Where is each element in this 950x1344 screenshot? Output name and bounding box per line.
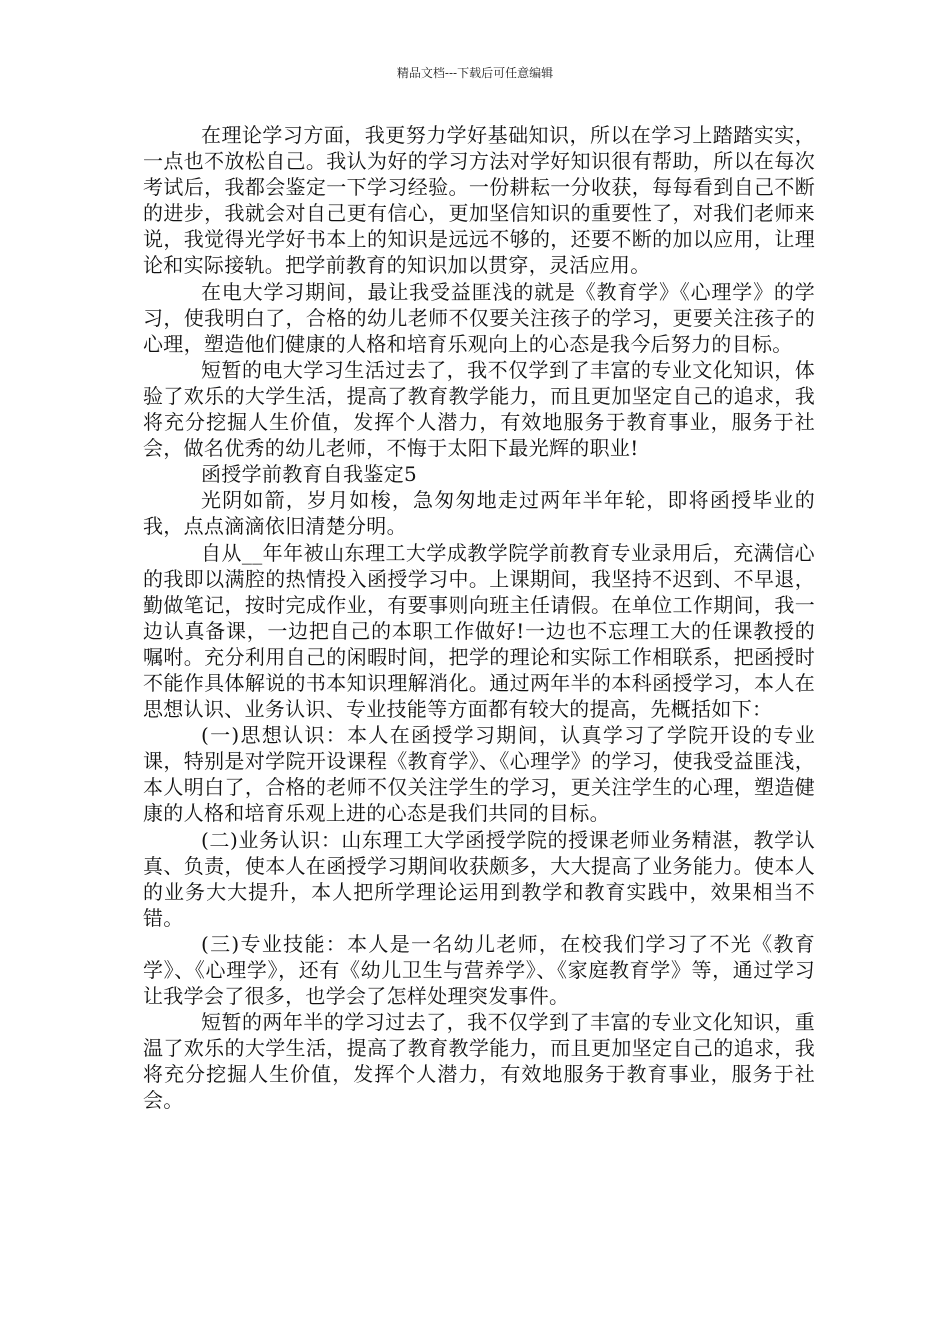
paragraph: (三)专业技能：本人是一名幼儿老师，在校我们学习了不光《教育学》、《心理学》，还有《幼儿卫生与营养学》、《家庭教育学》等，通过学习让我学会了很多，也学会了怎样处理突发事件。	[143, 931, 815, 1009]
paragraph: (一)思想认识：本人在函授学习期间，认真学习了学院开设的专业课，特别是对学院开设课程《教育学》、《心理学》的学习，使我受益匪浅，本人明白了，合格的老师不仅关注学生的学习，更关注学生的心理，塑造健康的人格和培育乐观上进的心态是我们共同的目标。	[143, 723, 815, 826]
paragraph: 在理论学习方面，我更努力学好基础知识，所以在学习上踏踏实实，一点也不放松自己。我认为好的学习方法对学好知识很有帮助，所以在每次考试后，我都会鉴定一下学习经验。一份耕耘一分收获，每每看到自己不断的进步，我就会对自己更有信心，更加坚信知识的重要性了，对我们老师来说，我觉得光学好书本上的知识是远远不够的，还要不断的加以应用，让理论和实际接轨。把学前教育的知识加以贯穿，灵活应用。	[143, 123, 815, 278]
paragraph: (二)业务认识：山东理工大学函授学院的授课老师业务精湛，教学认真、负责，使本人在函授学习期间收获颇多，大大提高了业务能力。使本人的业务大大提升，本人把所学理论运用到教学和教育实践中，效果相当不错。	[143, 827, 815, 930]
paragraph: 短暂的两年半的学习过去了，我不仅学到了丰富的专业文化知识，重温了欢乐的大学生活，提高了教育教学能力，而且更加坚定自己的追求，我将充分挖掘人生价值，发挥个人潜力，有效地服务于教育事业，服务于社会。	[143, 1010, 815, 1113]
paragraph: 短暂的电大学习生活过去了，我不仅学到了丰富的专业文化知识，体验了欢乐的大学生活，提高了教育教学能力，而且更加坚定自己的追求，我将充分挖掘人生价值，发挥个人潜力，有效地服务于教育事业，服务于社会，做名优秀的幼儿老师，不悔于太阳下最光辉的职业!	[143, 357, 815, 461]
paragraph: 在电大学习期间，最让我受益匪浅的就是《教育学》《心理学》的学习，使我明白了，合格的幼儿老师不仅要关注孩子的学习，更要关注孩子的心理，塑造他们健康的人格和培育乐观向上的心态是我今后努力的目标。	[143, 279, 815, 356]
page-header: 精品文档---下载后可任意编辑	[396, 66, 554, 80]
document-body	[143, 122, 815, 1114]
paragraph: 自从__年年被山东理工大学成教学院学前教育专业录用后，充满信心的我即以满腔的热情投入函授学习中。上课期间，我坚持不迟到、不早退，勤做笔记，按时完成作业，有要事则向班主任请假。在单位工作期间，我一边认真备课，一边把自己的本职工作做好!一边也不忘理工大的任课教授的嘱咐。充分利用自己的闲暇时间，把学的理论和实际工作相联系，把函授时不能作具体解说的书本知识理解消化。通过两年半的本科函授学习，本人在思想认识、业务认识、专业技能等方面都有较大的提高，先概括如下：	[143, 540, 815, 722]
section-title: 函授学前教育自我鉴定5	[201, 462, 418, 487]
paragraph: 光阴如箭，岁月如梭，急匆匆地走过两年半年轮，即将函授毕业的我，点点滴滴依旧清楚分明。	[143, 488, 815, 539]
